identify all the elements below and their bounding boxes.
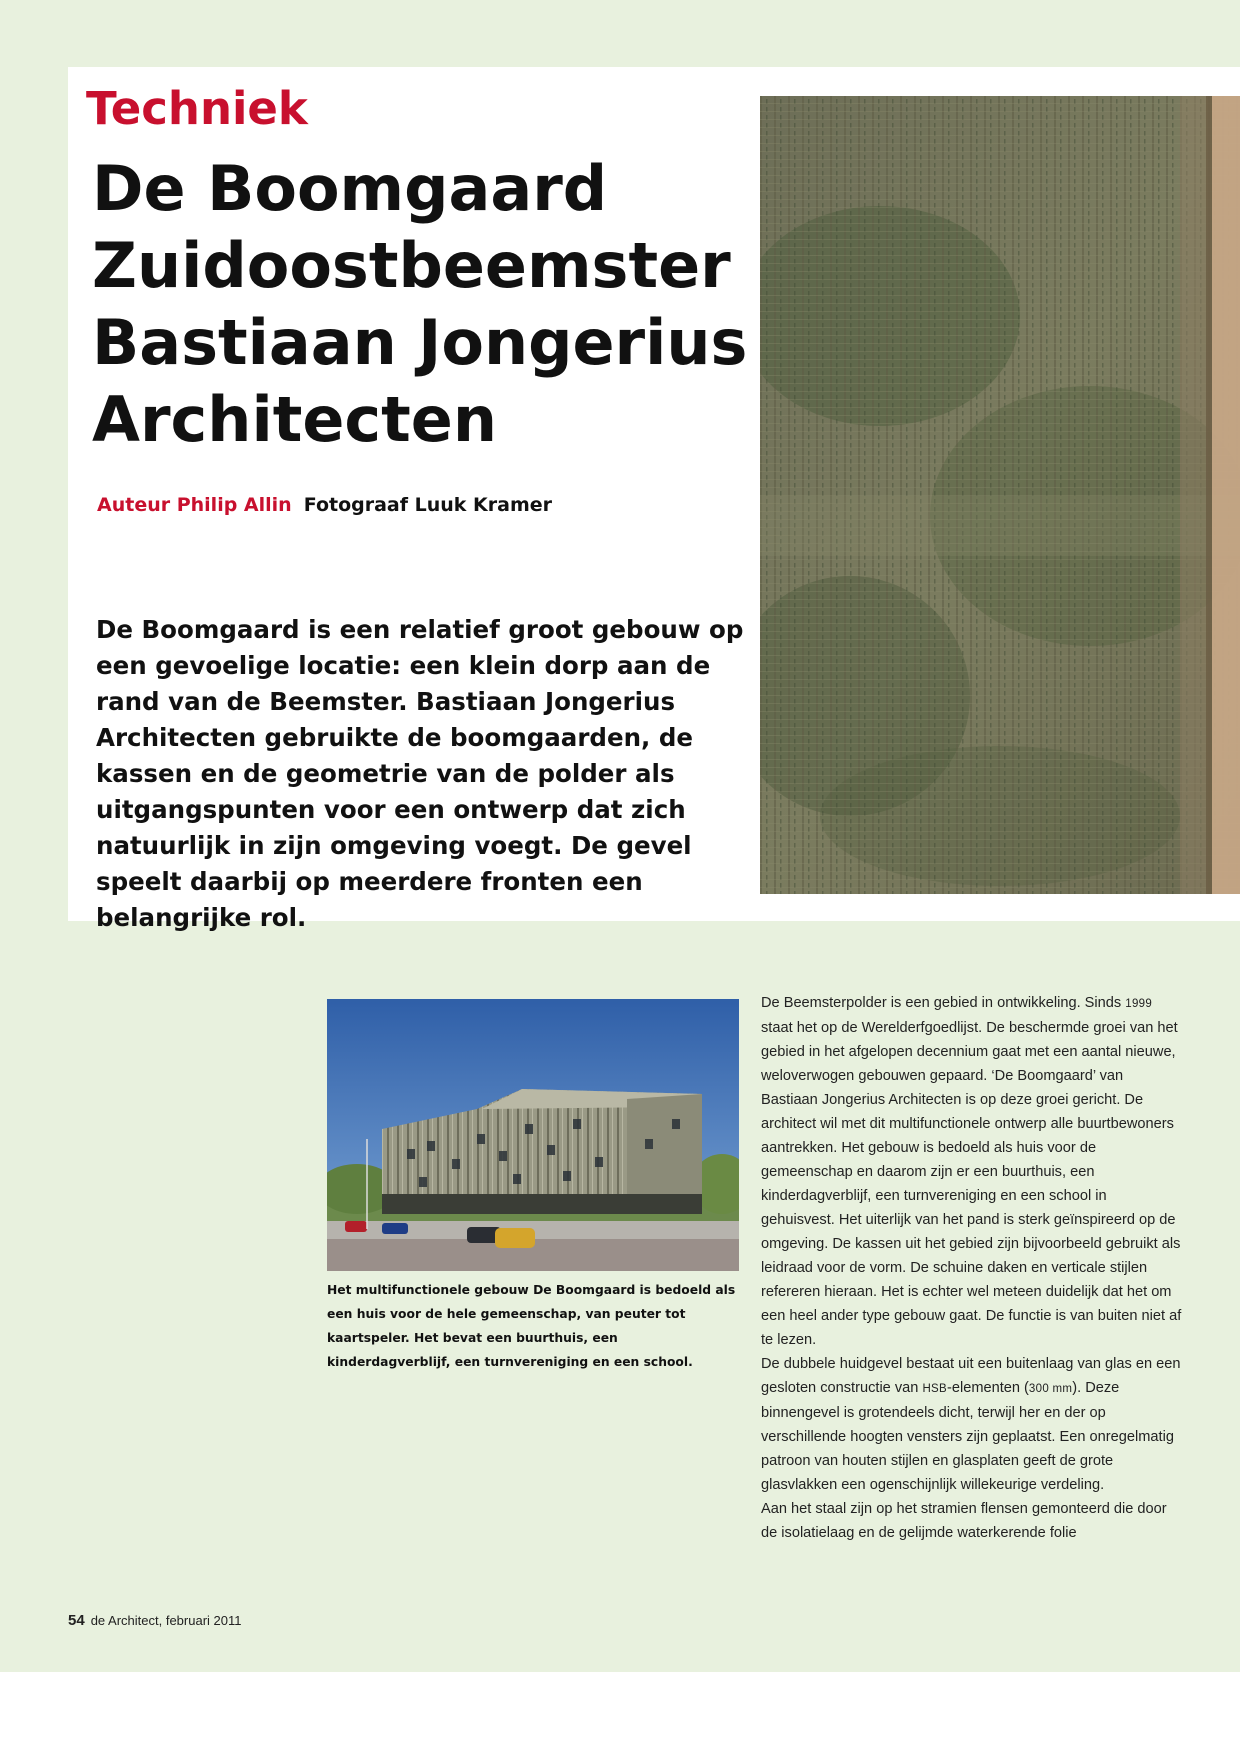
body-paragraph xyxy=(761,991,1183,1352)
text-run: -elementen ( xyxy=(946,1380,1029,1396)
article-title xyxy=(92,150,748,458)
publication-info: de Architect, februari 2011 xyxy=(90,1613,242,1628)
text-run: De Beemsterpolder is een gebied in ontwikkeling. Sinds xyxy=(761,995,1126,1011)
body-paragraph: Aan het staal zijn op het stramien flensen gemonteerd die door de isolatielaag en de gelijmde waterkerende folie xyxy=(761,1501,1167,1541)
title-line: Architecten xyxy=(92,383,497,456)
photographer-credit: Fotograaf Luuk Kramer xyxy=(303,494,553,516)
page-footer xyxy=(68,1612,241,1629)
intro-paragraph: De Boomgaard is een relatief groot gebouw op een gevoelige locatie: een klein dorp aan de rand van de Beemster. Bastiaan Jongerius Architecten gebruikte de boomgaarden, de kassen en de geometrie van de polder als uitgangspunten voor een ontwerp dat zich natuurlijk in zijn omgeving voegt. De gevel speelt daarbij op meerdere fronten een belangrijke rol. xyxy=(96,615,744,932)
text-run: 300 mm xyxy=(1028,1383,1073,1395)
text-run: HSB xyxy=(922,1383,947,1395)
figure-caption: Het multifunctionele gebouw De Boomgaard is bedoeld als een huis voor de hele gemeenschap, van peuter tot kaartspeler. Het bevat een buurthuis, een kinderdagverblijf, een turnvereniging en een school. xyxy=(327,1283,736,1369)
text-run: De dubbele huidgevel bestaat uit een buitenlaag van glas en een gesloten constructie van xyxy=(761,1356,1181,1396)
body-text xyxy=(761,991,1183,1545)
text-run: 1999 xyxy=(1125,998,1153,1010)
author-credit: Auteur Philip Allin xyxy=(97,494,292,516)
title-line: De Boomgaard xyxy=(92,152,608,225)
facade-photo xyxy=(760,96,1240,894)
section-label: Techniek xyxy=(86,82,308,135)
title-line: Zuidoostbeemster xyxy=(92,229,731,302)
text-run: ). Deze binnengevel is grotendeels dicht, terwijl her en der op verschillende hoogten vensters zijn geplaatst. Een onregelmatig patroon van houten stijlen en glasplaten geeft de grote glasvlakken een ogenschijnlijk willekeurige verdeling. xyxy=(761,1380,1174,1493)
building-photo xyxy=(327,999,739,1271)
credits xyxy=(97,494,552,516)
text-run: staat het op de Werelderfgoedlijst. De beschermde groei van het gebied in het afgelopen decennium gaat met een aantal nieuwe, weloverwogen gebouwen gepaard. ‘De Boomgaard’ van Bastiaan Jongerius Architecten is op deze groei gericht. De architect wil met dit multifunctionele ontwerp alle buurtbewoners aantrekken. Het gebouw is bedoeld als huis voor de gemeenschap en daarom zijn er een buurthuis, een kinderdagverblijf, een turnvereniging en een school in gehuisvest. Het uiterlijk van het pand is sterk geïnspireerd op de omgeving. De kassen uit het gebied zijn bijvoorbeeld gebruikt als leidraad voor de vorm. De schuine daken en verticale stijlen refereren hieraan. Het is echter wel meteen duidelijk dat het om een heel ander type gebouw gaat. De functie is van buiten niet af te lezen. xyxy=(761,1020,1182,1348)
title-line: Bastiaan Jongerius xyxy=(92,306,748,379)
page-number: 54 xyxy=(68,1612,85,1629)
body-paragraph xyxy=(761,1352,1183,1497)
